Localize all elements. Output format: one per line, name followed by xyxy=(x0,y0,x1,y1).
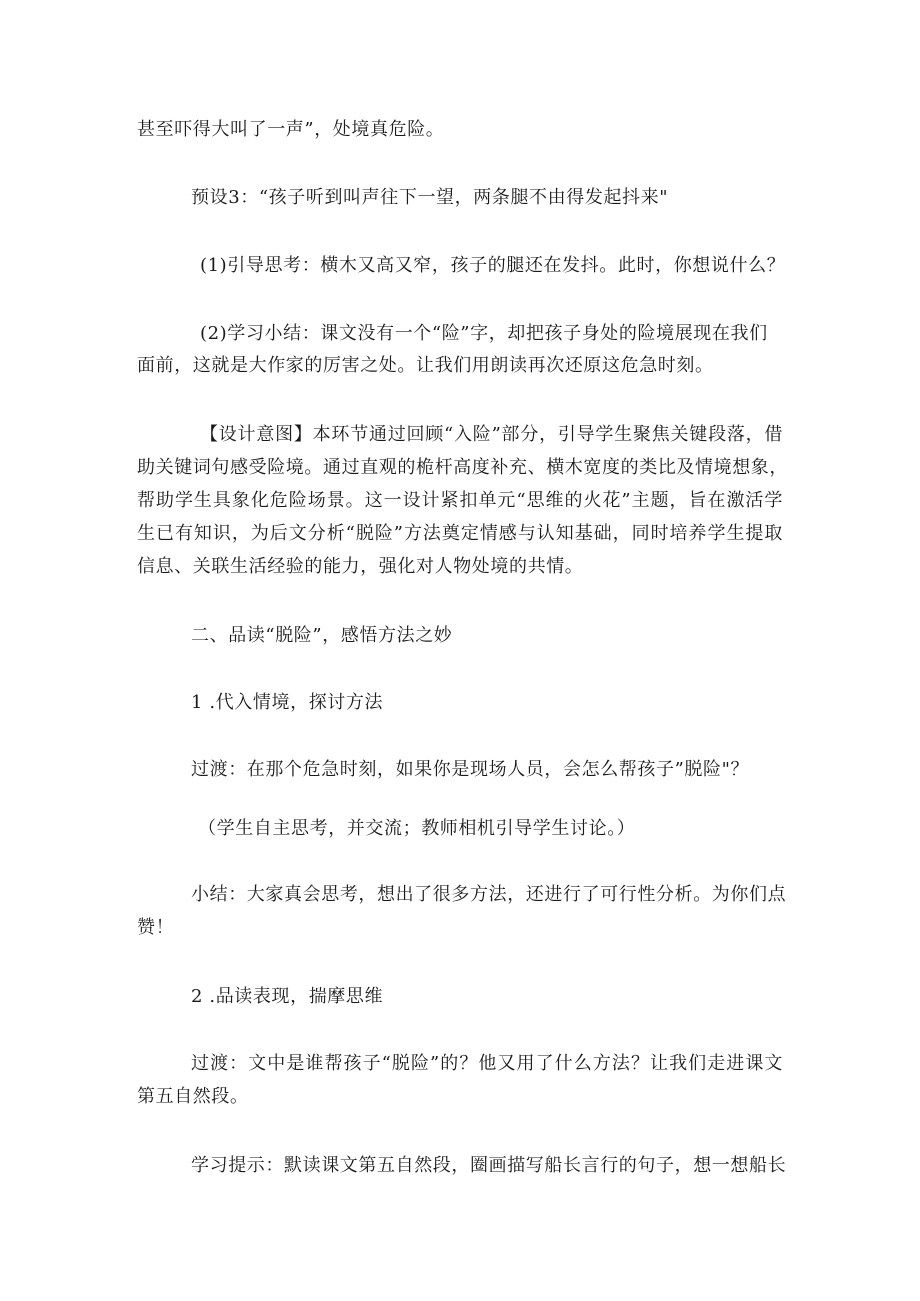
item-heading-1: 1 .代入情境，探讨方法 xyxy=(191,692,384,713)
preset-3: 预设3：“孩子听到叫声往下一望，两条腿不由得发起抖来" xyxy=(191,187,669,208)
section-heading-2: 二、品读“脱险”，感悟方法之妙 xyxy=(191,625,453,646)
student-activity-note: （学生自主思考，并交流；教师相机引导学生讨论。） xyxy=(198,818,636,839)
design-intent-line-1: 【设计意图】本环节通过回顾“入险”部分，引导学生聚焦关键段落，借 xyxy=(200,424,783,445)
design-intent-line-2: 助关键词句感受险境。通过直观的桅杆高度补充、横木宽度的类比及情境想象， xyxy=(137,457,788,478)
study-tip-line-1: 学习提示：默读课文第五自然段，圈画描写船长言行的句子，想一想船长 xyxy=(191,1155,787,1176)
design-intent-line-4: 生已有知识，为后文分析“脱险”方法奠定情感与认知基础，同时培养学生提取 xyxy=(137,523,783,544)
design-intent-line-5: 信息、关联生活经验的能力，强化对人物处境的共情。 xyxy=(137,556,584,577)
guide-thinking-1: (1)引导思考：横木又高又窄，孩子的腿还在发抖。此时，你想说什么？ xyxy=(200,255,786,276)
summary-3-line-2: 赞！ xyxy=(137,917,175,938)
transition-2-line-1: 过渡：文中是谁帮孩子“脱险”的？他又用了什么方法？让我们走进课文 xyxy=(191,1053,783,1074)
design-intent-line-3: 帮助学生具象化危险场景。这一设计紧扣单元“思维的火花”主题，旨在激活学 xyxy=(137,490,783,511)
summary-3-line-1: 小结：大家真会思考，想出了很多方法，还进行了可行性分析。为你们点 xyxy=(191,884,787,905)
study-summary-2-line-2: 面前，这就是大作家的厉害之处。让我们用朗读再次还原这危急时刻。 xyxy=(137,355,714,376)
item-heading-2: 2 .品读表现，揣摩思维 xyxy=(191,986,384,1007)
study-summary-2-line-1: (2)学习小结：课文没有一个“险”字，却把孩子身处的险境展现在我们 xyxy=(200,323,768,344)
paragraph-continuation: 甚至吓得大叫了一声”，处境真危险。 xyxy=(137,119,445,140)
transition-2-line-2: 第五自然段。 xyxy=(137,1086,249,1107)
transition-1: 过渡：在那个危急时刻，如果你是现场人员，会怎么帮孩子”脱险"？ xyxy=(191,759,750,780)
